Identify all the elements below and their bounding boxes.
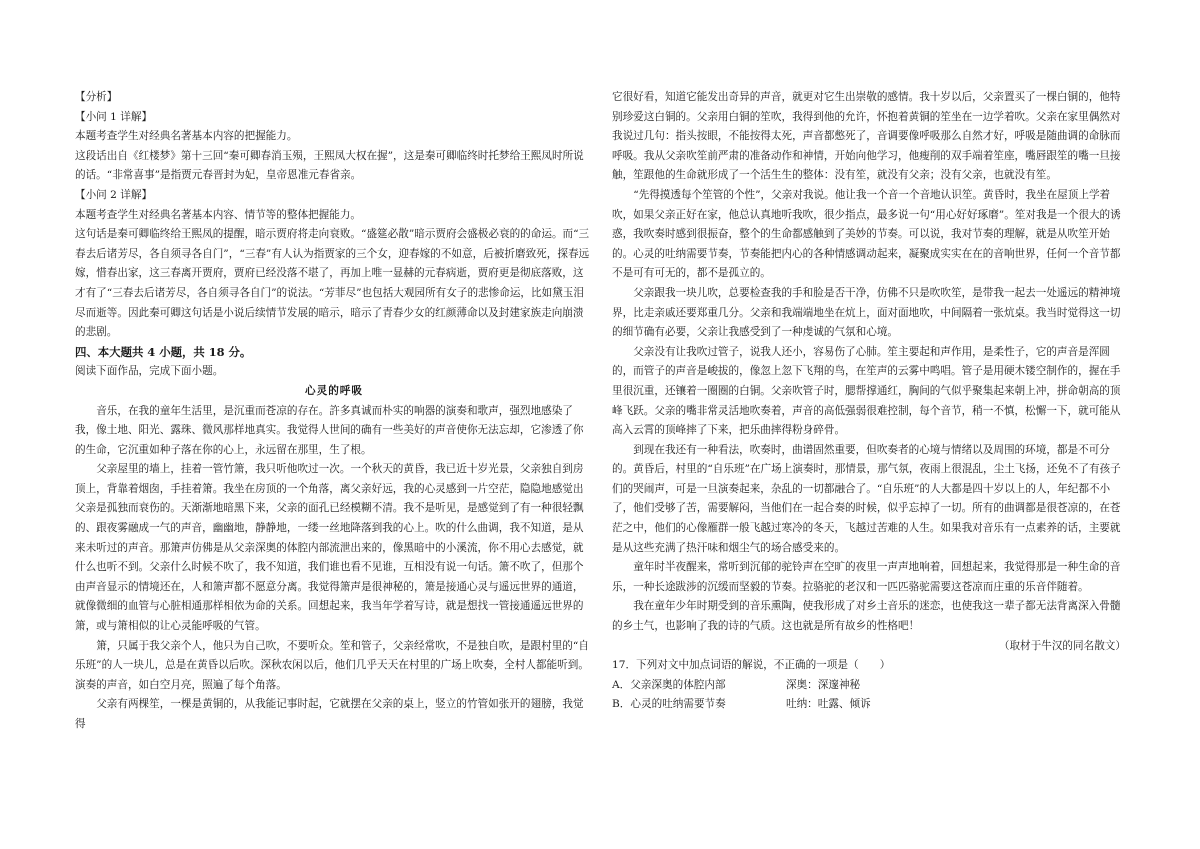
essay-paragraph-8: 到现在我还有一种看法，吹奏时，曲谱固然重要，但吹奏者的心境与情绪以及周围的环境，都是不可分的。黄昏后，村里的“自乐班”在广场上演奏时，那情景，那气氛，夜雨上很混乱，尘土飞扬，还免不了有孩子们的哭闹声，可是一旦演奏起来，杂乱的一切都融合了。“自乐班”的人大都是四十岁以上的人，年纪都不小了，他们受够了苦，需要解闷，当他们在一起合奏的时候，似乎忘掉了一切。所有的曲调都是很苍凉的，在苍茫之中，他们的心像雁群一般飞越过寒冷的冬天，飞越过苦难的人生。如果我对音乐有一点素养的话，主要就是从这些充满了热汗味和烟尘气的场合感受来的。 (612, 443, 1121, 554)
analysis-heading: 【分析】 (75, 91, 118, 103)
option-a-note: 深奥：深邃神秘 (786, 678, 861, 691)
right-column (612, 88, 1130, 715)
essay-paragraph-9: 童年时半夜醒来，常听到沉郁的驼铃声在空旷的夜里一声声地响着，回想起来，我觉得那是一种生命的音乐，一种长途跋涉的沉缓而坚毅的节奏。拉骆驼的老汉和一匹匹骆驼需要这苍凉而庄重的乐音伴随着。 (612, 561, 1121, 593)
essay-paragraph-5: “先得摸透每个笙管的个性”，父亲对我说。他让我一个音一个音地认识笙。黄昏时，我坐在屋顶上学着吹，如果父亲正好在家，他总认真地听我吹，很少指点，最多说一句“用心好好琢磨”。笙对我是一个很大的诱惑，我吹奏时感到很振奋，整个的生命都感触到了美妙的节奏。可以说，我对节奏的理解，就是从吹笙开始的。心灵的吐纳需要节奏，节奏能把内心的各种情感调动起来，凝聚成实实在在的音响世界，任何一个音节都不是可有可无的，都不是孤立的。 (612, 188, 1121, 280)
sub1-heading: 【小问 1 详解】 (75, 110, 153, 123)
option-b (612, 695, 1130, 715)
sub2-paragraph-1: 本题考查学生对经典名著基本内容、情节等的整体把握能力。 (75, 208, 362, 221)
sub1-paragraph-2: 这段话出自《红楼梦》第十三回“秦可卿春消玉殒，王熙凤大权在握”，这是秦可卿临终时托梦给王熙凤时所说的话。“非常喜事”是指贾元春晋封为妃，皇帝恩准元春省亲。 (75, 149, 584, 182)
essay-paragraph-4: 父亲有两棵笙，一棵是黄铜的，从我能记事时起，它就摆在父亲的桌上，竖立的竹管如张开的翅膀，我觉得 (75, 698, 584, 730)
option-b-note: 吐纳：吐露、倾诉 (786, 698, 871, 711)
option-a-text: A．父亲深奥的体腔内部 (612, 678, 726, 691)
reading-instruction: 阅读下面作品，完成下面小题。 (75, 365, 224, 378)
essay-title: 心灵的呼吸 (305, 384, 363, 397)
left-column (75, 88, 593, 735)
essay-paragraph-2: 父亲屋里的墙上，挂着一管竹箫，我只听他吹过一次。一个秋天的黄昏，我已近十岁光景，父亲独自到房顶上，背靠着烟囱，手挂着箫。我坐在房顶的一个角落，离父亲好远，我的心灵感到一片空茫，隐隐地感觉出父亲是孤独而衰伤的。天渐渐地暗黑下来，父亲的面孔已经模糊不清。我不是听见，是感觉到了有一种很轻飘的、跟夜雾融成一气的声音，幽幽地，静静地，一缕一丝地降落到我的心上。吹的什么曲调，我不知道，是从来未听过的声音。那箫声仿佛是从父亲深奥的体腔内部流泄出来的，像黑暗中的小溪流，你不用心去感觉，就什么也听不到。父亲什么时候不吹了，我不知道，我们谁也看不见谁，互相没有说一句话。箫不吹了，但那个由声音显示的情境还在，人和箫声都不愿意分离。我觉得箫声是很神秘的，箫是接通心灵与遥远世界的通道，就像微细的血管与心脏相通那样相依为命的关系。回想起来，我当年学着写诗，就是想找一管接通遥远世界的箫，或与箫相似的让心灵能呼吸的气管。 (75, 463, 584, 633)
sub1-paragraph-1: 本题考查学生对经典名著基本内容的把握能力。 (75, 130, 298, 143)
question-17: 17．下列对文中加点词语的解说，不正确的一项是（ ） (612, 659, 891, 672)
essay-paragraph-3: 箫，只属于我父亲个人，他只为自己吹，不要听众。笙和管子，父亲经常吹，不是独自吹，是跟村里的“自乐班”的人一块儿，总是在黄昏以后吹。深秋农闲以后，他们几乎天天在村里的广场上吹奏，全村人都能听到。演奏的声音，如白空月亮，照遍了每个角落。 (75, 639, 589, 691)
essay-source: （取材于牛汉的同名散文） (998, 639, 1126, 652)
essay-paragraph-10: 我在童年少年时期受到的音乐熏陶，使我形成了对乡土音乐的迷恋，也使我这一辈子都无法背离深入骨髓的乡土气，也影响了我的诗的气质。这也就是所有故乡的性格吧！ (612, 600, 1121, 633)
essay-paragraph-7: 父亲没有让我吹过管子，说我人还小，容易伤了心肺。笙主要起和声作用，是柔性子，它的声音是浑圆的，而管子的声音是峻拔的，像忽上忽下飞翔的鸟，在笙声的云雾中鸣唱。管子是用硬木镂空制作的，握在手里很沉重，还镶着一圈圈的白铜。父亲吹管子时，腮帮撑通红，胸间的气似乎聚集起来朝上冲，拼命朝高的顶峰飞跃。父亲的嘴非常灵活地吹奏着，声音的高低强弱很难控制，每个音节，稍一不慎，松懈一下，就可能从高入云霄的顶峰摔了下来，把乐曲摔得粉身碎骨。 (612, 345, 1121, 437)
option-b-text: B．心灵的吐纳需要节奏 (612, 698, 726, 711)
essay-paragraph-1: 音乐，在我的童年生活里，是沉重而苍凉的存在。許多真诚而朴实的响器的演奏和歌声，强烈地感染了我，像土地、阳光、露珠、微风那样地真实。我觉得人世间的确有一些美好的声音使你无法忘却，它渗透了你的生命，它沉重如种子落在你的心上，永远留在那里，生了根。 (75, 404, 584, 456)
section-title: 四、本大题共 4 小题，共 18 分。 (75, 344, 252, 359)
option-a (612, 676, 1130, 696)
sub2-paragraph-2: 这句话是秦可卿临终给王熙凤的提醒，暗示贾府将走向衰败。“盛筵必散”暗示贾府会盛极必衰的的命运。而“三春去后诸芳尽，各自须寻各自门”，“三春”有人认为指贾家的三个女，迎春嫁的不如意，后被折磨致死，探春远嫁，惜春出家，这三春离开贾府，贾府已经没落不堪了，再加上唯一显赫的元春病逝，贾府更是彻底落败，这才有了“三春去后诸芳尽，各自须寻各自门”的说法。“芳菲尽”也包括大观园所有女子的悲惨命运，比如黛玉泪尽而逝等。因此秦可卿这句话是小说后续情节发展的暗示，暗示了青春少女的红颜薄命以及封建家族走向崩溃的悲剧。 (75, 228, 590, 339)
essay-paragraph-4-cont: 它很好看，知道它能发出奇异的声音，就更对它生出崇敬的感情。我十岁以后，父亲置买了一棵白铜的，他特别珍爱这白铜的。父亲用白铜的笙吹，我得到他的允许，怀抱着黄铜的笙坐在一边学着吹。父亲在家里偶然对我说过几句：指头按眼，不能按得太死，声音都憋死了，音调要像呼吸那么自然才好，呼吸是随曲调的命脉而呼吸。我从父亲吹笙前严肃的准备动作和神情，开始向他学习，他瘦削的双手端着笙座，嘴唇跟笙的嘴一旦接触，笙跟他的生命就形成了一个活生生的整体：没有笙，就没有父亲；没有父亲，也就没有笙。 (612, 91, 1121, 182)
essay-paragraph-6: 父亲跟我一块儿吹，总要检查我的手和脸是否干净，仿佛不只是吹吹笙，是带我一起去一处遥远的精神境界，比走亲戚还要郑重几分。父亲和我端端地坐在炕上，面对面地吹，中间隔着一张炕桌。我当时觉得这一切的细节确有必要，父亲让我感受到了一种虔诚的气氛和心境。 (612, 286, 1121, 339)
sub2-heading: 【小问 2 详解】 (75, 188, 153, 201)
